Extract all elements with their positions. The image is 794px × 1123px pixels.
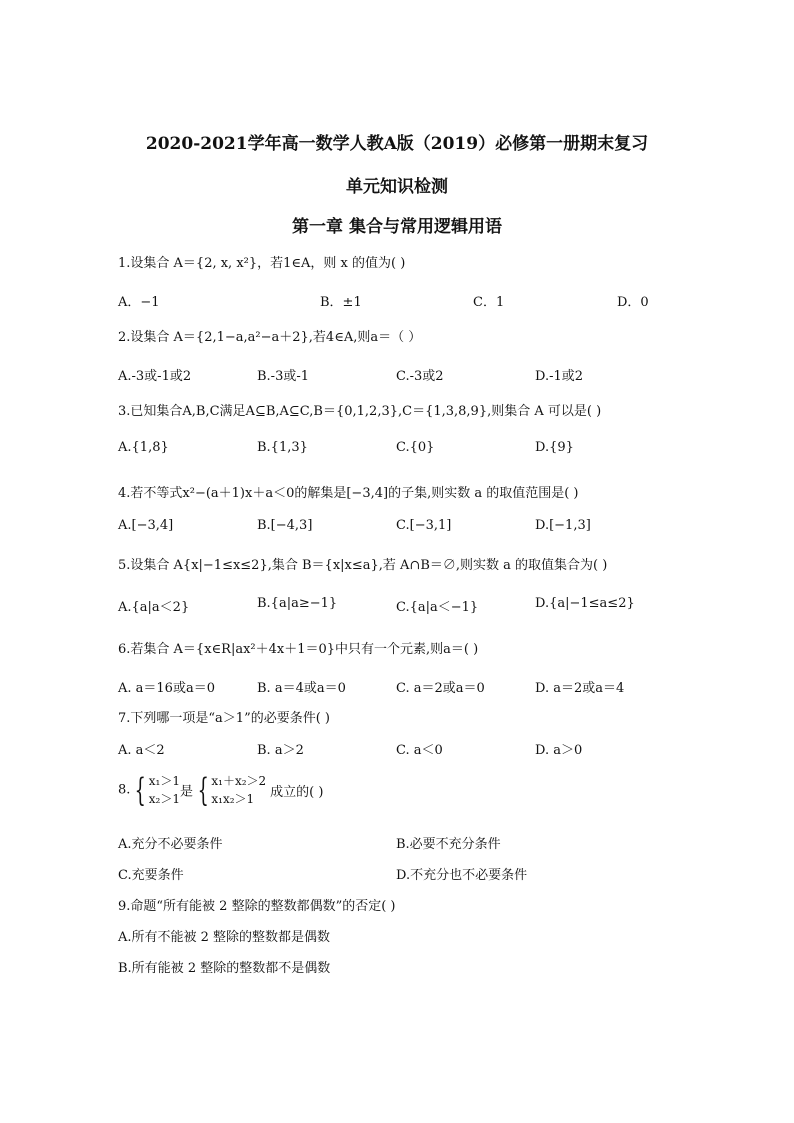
question-2-stem: 2.设集合 A＝{2,1−a,a²−a＋2},若4∈A,则a＝（ ） [118,330,422,345]
question-5-option-b: B.{a|a≥−1} [257,596,338,611]
chapter-title: 第一章 集合与常用逻辑用语 [292,217,502,237]
question-3-option-a: A.{1,8} [118,440,169,455]
question-8-left-eq2: x₂＞1 [148,792,180,806]
question-5-stem: 5.设集合 A{x|−1≤x≤2},集合 B＝{x|x≤a},若 A∩B＝∅,则实数 a 的取值集合为( ) [118,558,608,573]
question-8-suffix: 成立的( ) [270,784,324,800]
question-6-stem: 6.若集合 A＝{x∈R|ax²＋4x＋1＝0}中只有一个元素,则a＝( ) [118,642,479,657]
question-8-option-b: B.必要不充分条件 [396,837,501,852]
question-9-option-b: B.所有能被 2 整除的整数都不是偶数 [118,961,331,976]
question-1-stem: 1.设集合 A＝{2, x, x²}，若1∈A，则 x 的值为( ) [118,256,406,271]
question-8-right-eq1: x₁＋x₂＞2 [211,774,267,788]
question-3-option-c: C.{0} [396,440,435,455]
question-7-option-b: B. a＞2 [257,743,304,758]
question-8-mid: 是 [179,784,193,800]
question-8-right-system [211,772,266,808]
question-8-option-c: C.充要条件 [118,868,184,883]
question-3-option-b: B.{1,3} [257,440,308,455]
question-2-option-a: A.-3或-1或2 [118,369,192,384]
question-6-option-a: A. a＝16或a＝0 [118,681,215,696]
question-9-option-a: A.所有不能被 2 整除的整数都是偶数 [118,930,331,945]
question-1-option-d: D．0 [617,295,649,310]
document-title-line2: 单元知识检测 [346,177,448,197]
question-2-option-b: B.-3或-1 [257,369,310,384]
question-8-left-system [149,772,180,808]
question-3-option-d: D.{9} [535,440,574,455]
question-6-option-c: C. a＝2或a＝0 [396,681,485,696]
question-2-option-c: C.-3或2 [396,369,444,384]
question-4-option-d: D.[−1,3] [535,518,591,533]
question-6-option-b: B. a＝4或a＝0 [257,681,346,696]
document-title-line1: 2020-2021学年高一数学人教A版（2019）必修第一册期末复习 [145,134,649,154]
question-8-option-d: D.不充分也不必要条件 [396,868,528,883]
question-8-right-eq2: x₁x₂＞1 [211,792,255,806]
question-7-stem: 7.下列哪一项是“a＞1”的必要条件( ) [118,711,330,726]
question-4-stem: 4.若不等式x²−(a＋1)x＋a＜0的解集是[−3,4]的子集,则实数 a 的取值范围是( ) [118,486,579,501]
question-4-option-c: C.[−3,1] [396,518,452,533]
question-1-option-b: B．±1 [320,295,362,310]
question-1-option-a: A．−1 [118,295,160,310]
question-1-option-c: C．1 [473,295,505,310]
question-2-option-d: D.-1或2 [535,369,584,384]
question-7-option-a: A. a＜2 [118,743,165,758]
question-3-stem: 3.已知集合A,B,C满足A⊆B,A⊆C,B＝{0,1,2,3},C＝{1,3,8,9},则集合 A 可以是( ) [118,404,602,419]
question-7-option-d: D. a＞0 [535,743,583,758]
question-8-stem [118,772,323,808]
question-4-option-a: A.[−3,4] [118,518,174,533]
question-7-option-c: C. a＜0 [396,743,443,758]
question-5-option-c: C.{a|a＜−1} [396,600,479,615]
question-8-option-a: A.充分不必要条件 [118,837,223,852]
left-brace-icon: { [134,771,147,809]
question-8-prefix: 8. [118,782,131,798]
question-9-stem: 9.命题“所有能被 2 整除的整数都偶数”的否定( ) [118,899,396,914]
right-brace-icon: { [197,771,209,809]
question-5-option-d: D.{a|−1≤a≤2} [535,596,635,611]
question-8-left-eq1: x₁＞1 [148,774,180,788]
question-6-option-d: D. a＝2或a＝4 [535,681,625,696]
question-4-option-b: B.[−4,3] [257,518,313,533]
question-5-option-a: A.{a|a＜2} [118,600,190,615]
